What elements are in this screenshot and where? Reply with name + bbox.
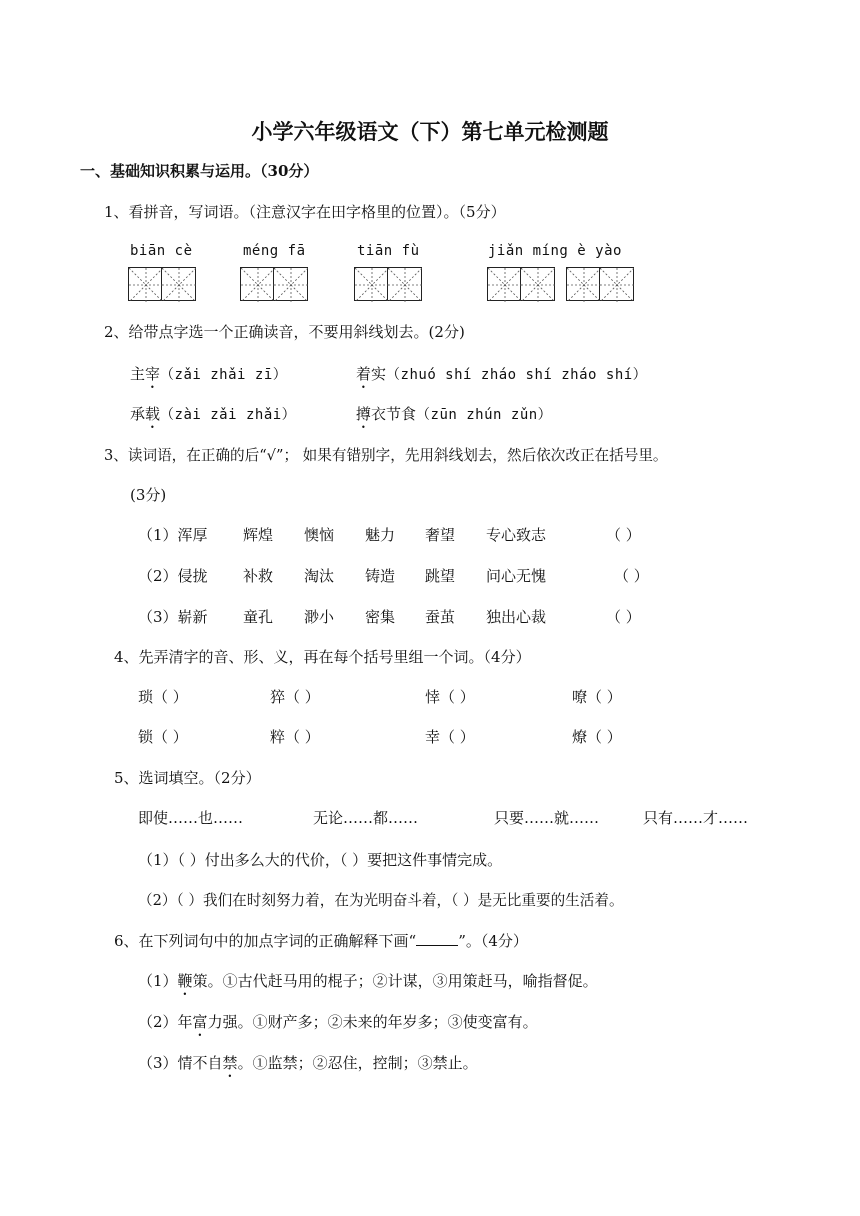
q3-row-2-answer[interactable]: （ ）	[614, 567, 649, 585]
tianzige-cell[interactable]	[162, 267, 196, 301]
q3-row-3-word: 童孔	[243, 608, 274, 626]
tianzige-guides	[355, 268, 389, 302]
q6-line-1	[138, 970, 598, 999]
pinyin-3: tiān fù	[357, 243, 420, 259]
q3-row-3-no: （3）崭新	[138, 608, 208, 626]
q6-line-1-pre: （1）	[138, 972, 178, 990]
q4-item[interactable]: 猝（ ）	[270, 688, 320, 706]
q6-line-1-text[interactable]: 策。①古代赶马用的棍子；②计谋，③用策赶马，喻指督促。	[192, 972, 598, 990]
q5-option: 即使……也……	[138, 809, 244, 827]
q6-line-2-text[interactable]: 力强。①财产多；②未来的年岁多；③使变富有。	[207, 1013, 538, 1031]
section-heading: 一、基础知识积累与运用。（30分）	[80, 162, 319, 180]
q3-row-1-word: 魅力	[365, 526, 396, 544]
q2-item-3-char: 承	[130, 405, 146, 423]
q3-row-1-word: 懊恼	[304, 526, 335, 544]
q3-row-2-word: 问心无愧	[486, 567, 547, 585]
q4-item[interactable]: 嘹（ ）	[572, 688, 622, 706]
tianzige-cell[interactable]	[566, 267, 600, 301]
q4-item[interactable]: 悻（ ）	[425, 688, 475, 706]
q6-line-3-text[interactable]: 。①监禁；②忍住，控制；③禁止。	[237, 1054, 478, 1072]
q6-line-1-dotted: 鞭	[177, 972, 193, 990]
q3-row-1-word: 辉煌	[243, 526, 274, 544]
question-2-prompt: 2、给带点字选一个正确读音，不要用斜线划去。(2分)	[104, 323, 465, 341]
q4-item[interactable]: 琐（ ）	[138, 688, 188, 706]
q4-item[interactable]: 锁（ ）	[138, 728, 188, 746]
q6-prompt-end: ”。（4分）	[458, 932, 528, 950]
q2-item-1	[130, 363, 287, 392]
tianzige-cell[interactable]	[240, 267, 274, 301]
tianzige-cell[interactable]	[128, 267, 162, 301]
q3-row-1-no: （1）浑厚	[138, 526, 208, 544]
q2-item-4	[356, 403, 552, 432]
q6-line-3-pre: （3）情不自	[138, 1054, 223, 1072]
q3-row-2-word: 淘汰	[304, 567, 335, 585]
q5-option: 无论……都……	[313, 809, 419, 827]
tianzige-guides	[567, 268, 601, 302]
q3-row-3-word: 独出心裁	[486, 608, 547, 626]
q2-item-3-dotted: 载	[145, 405, 161, 423]
q3-row-2-no: （2）侵拢	[138, 567, 208, 585]
q3-row-1-word: 奢望	[425, 526, 456, 544]
tianzige-guides	[274, 268, 308, 302]
q2-item-3-options[interactable]: （zài zǎi zhǎi）	[160, 407, 297, 423]
tianzige-guides	[162, 268, 196, 302]
question-1-prompt: 1、看拼音，写词语。（注意汉字在田字格里的位置）。（5分）	[104, 203, 506, 221]
q6-line-2	[138, 1011, 538, 1040]
tianzige-guides	[600, 268, 634, 302]
q2-item-2-options[interactable]: （zhuó shí zháo shí zháo shí）	[386, 367, 648, 383]
tianzige-group-2[interactable]	[240, 267, 308, 301]
q6-line-2-pre: （2）年	[138, 1013, 193, 1031]
question-5-prompt: 5、选词填空。（2分）	[114, 769, 261, 787]
q5-sentence-1[interactable]: （1）（ ）付出多么大的代价，（ ）要把这件事情完成。	[138, 851, 503, 869]
q6-prompt-start: 6、在下列词句中的加点字词的正确解释下画“	[114, 932, 417, 950]
tianzige-group-4[interactable]	[487, 267, 555, 301]
q2-item-4-options[interactable]: （zūn zhún zǔn）	[416, 407, 553, 423]
underline-blank	[416, 931, 458, 946]
tianzige-cell[interactable]	[274, 267, 308, 301]
tianzige-cell[interactable]	[487, 267, 521, 301]
q2-item-2-char: 实	[371, 365, 387, 383]
q4-item[interactable]: 粹（ ）	[270, 728, 320, 746]
q2-item-4-dotted: 撙	[356, 405, 372, 423]
tianzige-cell[interactable]	[600, 267, 634, 301]
tianzige-cell[interactable]	[521, 267, 555, 301]
q2-item-3	[130, 403, 296, 432]
q2-item-1-char: 主	[130, 365, 146, 383]
page-title: 小学六年级语文（下）第七单元检测题	[251, 119, 609, 144]
q6-line-3	[138, 1052, 478, 1081]
tianzige-guides	[129, 268, 163, 302]
q2-item-1-options[interactable]: （zǎi zhǎi zī）	[160, 367, 288, 383]
q3-row-2-word: 跳望	[425, 567, 456, 585]
question-6-prompt	[114, 930, 528, 951]
question-3-prompt: 3、读词语，在正确的后“√”； 如果有错别字，先用斜线划去，然后依次改正在括号里。	[104, 447, 668, 464]
q5-sentence-2[interactable]: （2）（ ）我们在时刻努力着，在为光明奋斗着，（ ）是无比重要的生活着。	[138, 892, 624, 909]
pinyin-2: méng fā	[243, 243, 306, 259]
q2-item-2	[356, 363, 647, 392]
q2-item-1-dotted: 宰	[145, 365, 161, 383]
tianzige-group-5[interactable]	[566, 267, 634, 301]
tianzige-guides	[521, 268, 555, 302]
q3-row-1-answer[interactable]: （ ）	[606, 526, 641, 544]
q4-item[interactable]: 幸（ ）	[425, 728, 475, 746]
q3-row-2-word: 补救	[243, 567, 274, 585]
tianzige-group-1[interactable]	[128, 267, 196, 301]
q3-row-3-word: 渺小	[304, 608, 335, 626]
q5-option: 只有……才……	[643, 809, 749, 827]
tianzige-guides	[241, 268, 275, 302]
tianzige-group-3[interactable]	[354, 267, 422, 301]
pinyin-4: jiǎn míng è yào	[488, 243, 622, 259]
q4-item[interactable]: 燎（ ）	[572, 728, 622, 746]
question-3-score: (3分)	[130, 486, 167, 504]
tianzige-cell[interactable]	[388, 267, 422, 301]
q6-line-3-dotted: 禁	[222, 1054, 238, 1072]
q3-row-3-word: 密集	[365, 608, 396, 626]
pinyin-1: biān cè	[130, 243, 193, 259]
q2-item-2-dotted: 着	[356, 365, 372, 383]
q2-item-4-char: 衣节食	[371, 405, 417, 423]
tianzige-guides	[488, 268, 522, 302]
q6-line-2-dotted: 富	[192, 1013, 208, 1031]
q3-row-3-answer[interactable]: （ ）	[606, 608, 641, 626]
question-4-prompt: 4、先弄清字的音、形、义，再在每个括号里组一个词。（4分）	[114, 648, 531, 666]
tianzige-cell[interactable]	[354, 267, 388, 301]
q3-row-1-word: 专心致志	[486, 526, 547, 544]
q3-row-2-word: 铸造	[365, 567, 396, 585]
tianzige-guides	[388, 268, 422, 302]
q5-option: 只要……就……	[494, 809, 600, 827]
q3-row-3-word: 蚕茧	[425, 608, 456, 626]
